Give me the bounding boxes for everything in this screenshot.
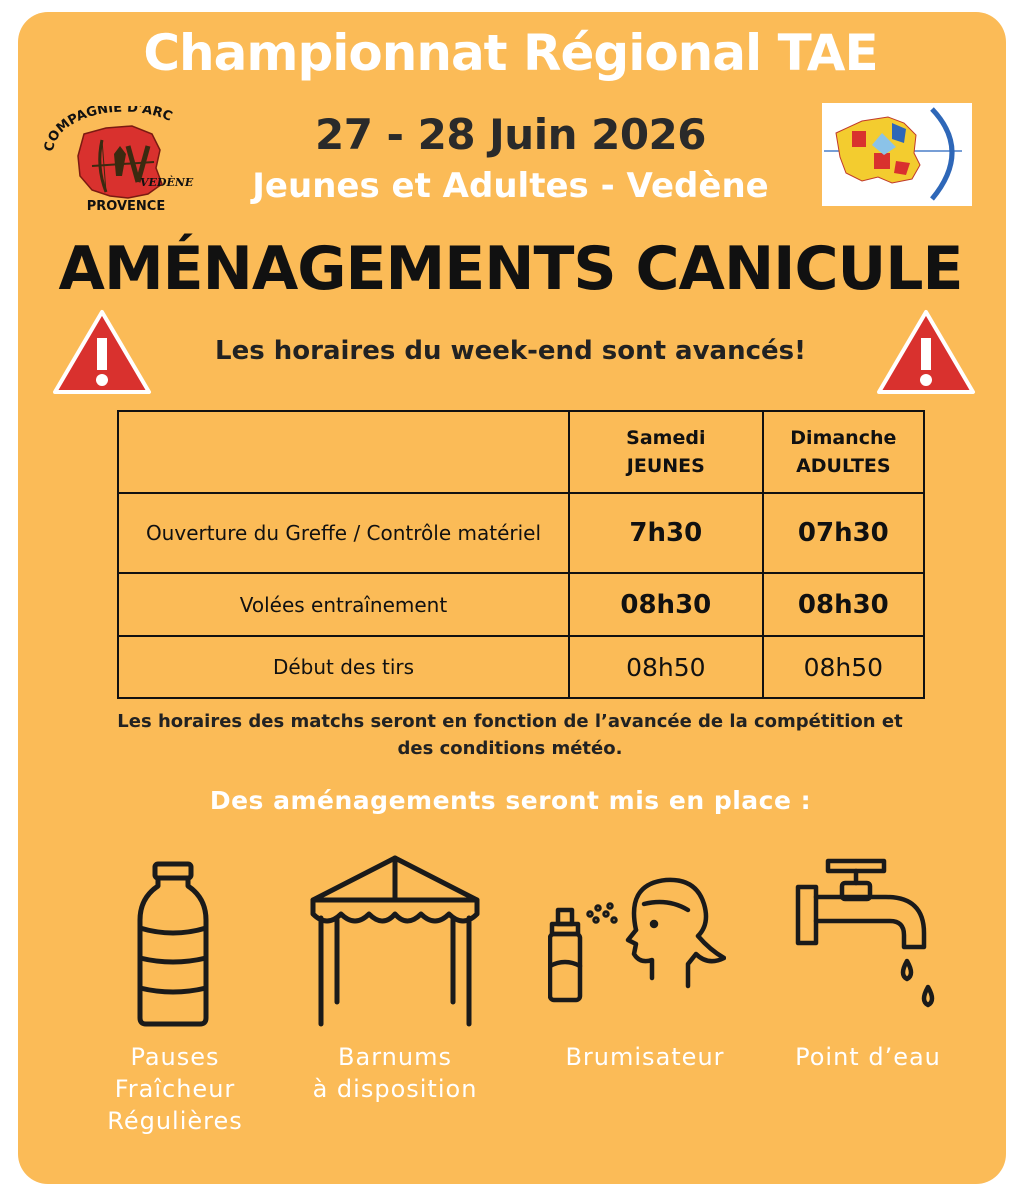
amenities-title: Des aménagements seront mis en place :	[209, 786, 812, 815]
saturday-time: 08h50	[569, 636, 763, 698]
warning-message: Les horaires du week-end sont avancés!	[215, 336, 806, 366]
table-header-empty	[118, 411, 569, 493]
amenity-caption: Pauses Fraîcheur Régulières	[107, 1043, 243, 1135]
warning-icon	[876, 308, 976, 396]
regional-map-logo	[822, 103, 972, 206]
amenity-caption: Point d’eau	[795, 1043, 941, 1071]
poster-title: Championnat Régional TAE	[143, 24, 878, 82]
logo-text-mid: VEDÈNE	[140, 176, 194, 189]
row-label: Début des tirs	[118, 636, 569, 698]
event-dates: 27 - 28 Juin 2026	[314, 110, 707, 159]
saturday-time: 08h30	[569, 573, 763, 636]
archery-club-logo	[44, 106, 204, 218]
matches-note: Les horaires des matchs seront en fonction de l’avancée de la compétition et des conditions météo.	[117, 711, 903, 759]
amenity-caption: Barnums à disposition	[312, 1043, 478, 1103]
table-row	[118, 573, 924, 636]
table-header-sunday: Dimanche ADULTES	[763, 411, 924, 493]
amenity-caption: Brumisateur	[565, 1043, 725, 1071]
row-label: Volées entraînement	[118, 573, 569, 636]
logo-text-bottom: PROVENCE	[86, 199, 166, 214]
saturday-time: 7h30	[569, 493, 763, 573]
row-label: Ouverture du Greffe / Contrôle matériel	[118, 493, 569, 573]
table-header-row	[118, 411, 924, 493]
sunday-time: 08h30	[763, 573, 924, 636]
table-row	[118, 636, 924, 698]
mist-spray-icon	[548, 874, 726, 1004]
water-tap-icon	[794, 855, 940, 1019]
table-row	[118, 493, 924, 573]
main-heading: AMÉNAGEMENTS CANICULE	[58, 234, 963, 304]
schedule-table	[117, 410, 925, 699]
tent-icon	[307, 852, 483, 1028]
sunday-time: 08h50	[763, 636, 924, 698]
logo-text-top: OMPAGNIE D'ARC	[45, 106, 175, 145]
event-subtitle: Jeunes et Adultes - Vedène	[252, 166, 769, 206]
table-header-saturday: Samedi JEUNES	[569, 411, 763, 493]
sunday-time: 07h30	[763, 493, 924, 573]
water-bottle-icon	[130, 858, 216, 1028]
